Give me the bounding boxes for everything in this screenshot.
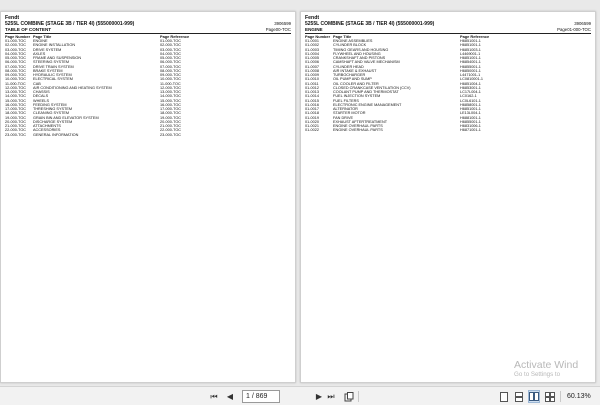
document-title: 5255L COMBINE (STAGE 3B / TIER 4I) (555000001-999) bbox=[305, 21, 435, 27]
two-page-continuous-button[interactable] bbox=[544, 390, 555, 403]
page-number-cell: 01-0009 bbox=[305, 73, 319, 77]
page-title-cell: ACCESSORIES bbox=[33, 128, 61, 133]
page-reference-cell: H6881001-1 bbox=[460, 115, 481, 120]
page-reference-cell: 03-000-TOC bbox=[160, 47, 182, 52]
page-reference-cell: 15-000-TOC bbox=[160, 98, 182, 103]
column-header: Page Title bbox=[33, 34, 52, 39]
page-title-cell: AXLES bbox=[33, 51, 46, 56]
column-header: Page Number bbox=[305, 34, 331, 39]
column-header: Page Reference bbox=[460, 34, 490, 39]
page-title-cell: DRIVE TRAIN SYSTEM bbox=[33, 64, 74, 69]
page-title-cell: OIL PUMP AND SUMP bbox=[333, 77, 372, 82]
page-reference-cell: 16-000-TOC bbox=[160, 102, 182, 107]
page-title-cell: DRIVE SYSTEM bbox=[33, 47, 62, 52]
page-title-cell: ENGINE INSTALLATION bbox=[33, 43, 76, 48]
page-title-cell: TURBOCHARGER bbox=[333, 73, 366, 77]
page-reference-cell: 04-000-TOC bbox=[160, 51, 182, 56]
previous-page-icon: ◀ bbox=[226, 392, 234, 401]
single-page-view-button[interactable] bbox=[498, 390, 509, 403]
page-number-cell: 01-000-TOC bbox=[5, 39, 27, 43]
page-title-cell: EXHAUST AFTERTREATMENT bbox=[333, 119, 388, 124]
table-row bbox=[305, 128, 575, 132]
toolbar-divider bbox=[560, 391, 561, 402]
page-title-cell: CAB bbox=[33, 81, 41, 86]
page-identifier: Page01-000-TOC bbox=[557, 27, 591, 32]
page-title-cell: ENGINE ASSEMBLIES bbox=[333, 39, 373, 43]
page-number-cell: 01-0014 bbox=[305, 94, 319, 99]
page-number-cell: 01-0015 bbox=[305, 98, 319, 103]
first-page-icon: ⏮ bbox=[210, 391, 218, 401]
document-number: 3906599 bbox=[274, 21, 291, 26]
page-number-cell: 09-000-TOC bbox=[5, 73, 27, 77]
continuous-view-button[interactable] bbox=[513, 390, 524, 403]
page-reference-cell: 22-000-TOC bbox=[160, 128, 182, 133]
page-title-cell: ALTERNATOR bbox=[333, 107, 358, 111]
two-page-view-button[interactable] bbox=[528, 390, 540, 403]
page-reference-cell: LE13L004-1 bbox=[460, 111, 481, 116]
page-number-cell: 01-0007 bbox=[305, 64, 319, 69]
page-reference-cell: LC17L004-1 bbox=[460, 90, 481, 94]
page-reference-cell: 19-000-TOC bbox=[160, 115, 182, 120]
document-number: 3906599 bbox=[574, 21, 591, 26]
page-reference-cell: 01-000-TOC bbox=[160, 39, 182, 43]
page-title-cell: ENGINE OVERHAUL PARTS bbox=[333, 124, 383, 128]
column-header: Page Number bbox=[5, 34, 31, 39]
page-number-cell: 01-0012 bbox=[305, 85, 319, 90]
page-title-cell: FEEDING SYSTEM bbox=[33, 102, 67, 107]
page-number-cell: 01-0006 bbox=[305, 60, 319, 65]
page-title-cell: CRANKSHAFT AND PISTONS bbox=[333, 56, 386, 60]
page-number-cell: 08-000-TOC bbox=[5, 68, 27, 73]
page-reference-cell: H6855001-1 bbox=[460, 64, 481, 69]
page-reference-cell: 09-000-TOC bbox=[160, 73, 182, 77]
page-title-cell: CLOSED CRANKCASE VENTILATION (CCV) bbox=[333, 85, 411, 90]
page-title-cell: ENGINE OVERHAUL PARTS bbox=[333, 128, 383, 133]
page-reference-cell: 20-000-TOC bbox=[160, 119, 182, 124]
next-page-button[interactable] bbox=[314, 390, 324, 403]
page-number-cell: 22-000-TOC bbox=[5, 128, 27, 133]
page-number-cell: 23-000-TOC bbox=[5, 132, 27, 137]
page-title-cell: ELECTRONIC ENGINE MANAGEMENT bbox=[333, 102, 402, 107]
page-reference-cell: H6831006-1 bbox=[460, 124, 481, 128]
continuous-page-icon bbox=[515, 392, 523, 402]
page-title-cell: THRESHING SYSTEM bbox=[33, 107, 73, 111]
page-number-cell: 02-000-TOC bbox=[5, 43, 27, 48]
next-page-icon: ▶ bbox=[315, 392, 323, 401]
page-number-cell: 01-0008 bbox=[305, 68, 319, 73]
page-title-cell: FUEL FILTERS bbox=[333, 98, 359, 103]
page-title-cell: ATTACHMENTS bbox=[33, 124, 61, 128]
page-reference-cell: 23-000-TOC bbox=[160, 132, 182, 137]
page-number-cell: 01-0010 bbox=[305, 77, 319, 82]
viewer-toolbar bbox=[0, 386, 600, 405]
page-reference-cell: H6871001-1 bbox=[460, 128, 481, 133]
page-title-cell: FRAME AND SUSPENSION bbox=[33, 56, 82, 60]
page-title-cell: GRAIN BIN AND ELEVATOR SYSTEM bbox=[33, 115, 99, 120]
page-reference-cell: H6851004-1 bbox=[460, 81, 481, 86]
watermark-title: Activate Wind bbox=[514, 359, 579, 371]
previous-page-button[interactable] bbox=[225, 390, 235, 403]
page-number-cell: 15-000-TOC bbox=[5, 98, 27, 103]
header-rule bbox=[305, 33, 591, 34]
watermark-subtitle: Go to Settings to bbox=[514, 371, 561, 378]
toolbar-divider bbox=[358, 391, 359, 402]
page-title-cell: DISCHARGE SYSTEM bbox=[33, 119, 73, 124]
brand-name: Fendt bbox=[305, 15, 320, 21]
page-reference-cell: 10-000-TOC bbox=[160, 77, 182, 82]
page-reference-cell: H6851001-1 bbox=[460, 39, 481, 43]
page-title-cell: CLEANING SYSTEM bbox=[33, 111, 70, 116]
page-reference-cell: 06-000-TOC bbox=[160, 60, 182, 65]
page-number-cell: 01-0011 bbox=[305, 81, 319, 86]
page-title-cell: STARTER MOTOR bbox=[333, 111, 366, 116]
single-page-icon bbox=[500, 392, 508, 402]
page-number-cell: 18-000-TOC bbox=[5, 111, 27, 116]
page-number-cell: 01-0017 bbox=[305, 107, 319, 111]
page-reference-cell: LC0L6101-1 bbox=[460, 98, 481, 103]
document-title: 5255L COMBINE (STAGE 3B / TIER 4I) (555000001-999) bbox=[5, 21, 135, 27]
page-number-cell: 01-0016 bbox=[305, 102, 319, 107]
page-number-cell: 11-000-TOC bbox=[5, 81, 26, 86]
page-number-cell: 13-000-TOC bbox=[5, 90, 27, 94]
page-title-cell: COOLANT PUMP AND THERMOSTAT bbox=[333, 90, 399, 94]
page-title-cell: CYLINDER HEAD bbox=[333, 64, 364, 69]
rotate-icon bbox=[344, 392, 354, 402]
page-number-cell: 01-0005 bbox=[305, 56, 319, 60]
page-number-cell: 01-0001 bbox=[305, 39, 319, 43]
page-reference-cell: H6851001-1 bbox=[460, 107, 481, 111]
page-reference-cell: 12-000-TOC bbox=[160, 85, 182, 90]
page-reference-cell: 05-000-TOC bbox=[160, 56, 182, 60]
page-reference-cell: 13-000-TOC bbox=[160, 90, 182, 94]
page-reference-cell: L4471001-1 bbox=[460, 73, 481, 77]
page-number-cell: 01-0018 bbox=[305, 111, 319, 116]
page-title-cell: OIL COOLER AND FILTER bbox=[333, 81, 379, 86]
rotate-button[interactable] bbox=[343, 390, 355, 403]
page-reference-cell: 14-000-TOC bbox=[160, 94, 182, 99]
section-title: ENGINE bbox=[305, 27, 323, 32]
page-number-cell: 19-000-TOC bbox=[5, 115, 27, 120]
page-number-cell: 21-000-TOC bbox=[5, 124, 27, 128]
page-number-cell: 14-000-TOC bbox=[5, 94, 27, 99]
page-title-cell: GENERAL INFORMATION bbox=[33, 132, 79, 137]
page-title-cell: FAN DRIVE bbox=[333, 115, 354, 120]
page-title-cell: CHASSIS bbox=[33, 90, 50, 94]
page-number-cell: 03-000-TOC bbox=[5, 47, 27, 52]
page-number-cell: 05-000-TOC bbox=[5, 56, 27, 60]
page-reference-cell: 08-000-TOC bbox=[160, 68, 182, 73]
page-number-cell: 10-000-TOC bbox=[5, 77, 27, 82]
page-number-input[interactable]: 1 / 869 bbox=[242, 390, 280, 403]
pdf-page-right bbox=[300, 11, 596, 383]
two-page-continuous-icon bbox=[545, 392, 555, 402]
activation-watermark bbox=[514, 359, 594, 378]
page-title-cell: BRAKE SYSTEM bbox=[33, 68, 63, 73]
first-page-button[interactable] bbox=[209, 390, 219, 403]
page-number-cell: 12-000-TOC bbox=[5, 85, 27, 90]
table-row bbox=[5, 133, 275, 137]
page-reference-cell: H6854001-1 bbox=[460, 60, 481, 65]
page-title-cell: WHEELS bbox=[33, 98, 50, 103]
page-title-cell: ENGINE bbox=[33, 39, 48, 43]
page-title-cell: FUEL INJECTION SYSTEM bbox=[333, 94, 381, 99]
column-header: Page Reference bbox=[160, 34, 190, 39]
page-number-cell: 01-0021 bbox=[305, 124, 319, 128]
page-reference-cell: H6851003-1 bbox=[460, 47, 481, 52]
page-number-cell: 01-0022 bbox=[305, 128, 319, 133]
page-reference-cell: 21-000-TOC bbox=[160, 124, 182, 128]
page-reference-cell: 11-000-TOC bbox=[160, 81, 181, 86]
brand-name: Fendt bbox=[5, 15, 20, 21]
parts-index-table bbox=[305, 34, 575, 133]
zoom-level[interactable]: 60.13% bbox=[567, 393, 591, 400]
page-reference-cell: 18-000-TOC bbox=[160, 111, 182, 116]
last-page-button[interactable] bbox=[326, 390, 336, 403]
page-title-cell: CYLINDER BLOCK bbox=[333, 43, 367, 48]
page-number-cell: 01-0020 bbox=[305, 119, 319, 124]
pdf-page-left bbox=[0, 11, 296, 383]
page-number-cell: 16-000-TOC bbox=[5, 102, 27, 107]
page-reference-cell: L4469001-1 bbox=[460, 51, 481, 56]
page-title-cell: STEERING SYSTEM bbox=[33, 60, 70, 65]
page-number-cell: 01-0004 bbox=[305, 51, 319, 56]
page-number-cell: 01-0013 bbox=[305, 90, 319, 94]
page-reference-cell: H6851001-1 bbox=[460, 43, 481, 48]
last-page-icon: ⏭ bbox=[327, 391, 335, 401]
page-number-cell: 04-000-TOC bbox=[5, 51, 27, 56]
page-reference-cell: H6853001-1 bbox=[460, 85, 481, 90]
page-title-cell: DECALS bbox=[33, 94, 49, 99]
page-reference-cell: H6850001-1 bbox=[460, 68, 481, 73]
page-title-cell: AIR INTAKE & EXHAUST bbox=[333, 68, 377, 73]
page-title-cell: HYDRAULIC SYSTEM bbox=[33, 73, 72, 77]
page-title-cell: FLYWHEEL AND HOUSING bbox=[333, 51, 381, 56]
header-rule bbox=[5, 33, 291, 34]
page-reference-cell: 17-000-TOC bbox=[160, 107, 182, 111]
page-reference-cell: LC0162-1 bbox=[460, 94, 477, 99]
page-reference-cell: H6858001-1 bbox=[460, 102, 481, 107]
page-number-cell: 20-000-TOC bbox=[5, 119, 27, 124]
section-title: TABLE OF CONTENT bbox=[5, 27, 52, 32]
page-number-cell: 01-0003 bbox=[305, 47, 319, 52]
page-reference-cell: H6851001-1 bbox=[460, 56, 481, 60]
page-title-cell: TIMING GEARS AND HOUSING bbox=[333, 47, 389, 52]
page-title-cell: CAMSHAFT AND VALVE MECHANISM bbox=[333, 60, 400, 65]
page-number-cell: 01-0019 bbox=[305, 115, 319, 120]
page-number-cell: 07-000-TOC bbox=[5, 64, 27, 69]
page-reference-cell: H6855001-1 bbox=[460, 119, 481, 124]
page-number-cell: 06-000-TOC bbox=[5, 60, 27, 65]
page-reference-cell: 07-000-TOC bbox=[160, 64, 182, 69]
page-reference-cell: 02-000-TOC bbox=[160, 43, 182, 48]
page-number-cell: 17-000-TOC bbox=[5, 107, 27, 111]
page-identifier: Page00-TOC bbox=[265, 27, 291, 32]
page-reference-cell: LC0810001-1 bbox=[460, 77, 484, 82]
two-page-icon bbox=[529, 392, 539, 401]
toc-table bbox=[5, 34, 275, 137]
page-number-cell: 01-0002 bbox=[305, 43, 319, 48]
column-header: Page Title bbox=[333, 34, 352, 39]
page-title-cell: ELECTRICAL SYSTEM bbox=[33, 77, 73, 82]
page-title-cell: AIR CONDITIONING AND HEATING SYSTEM bbox=[33, 85, 112, 90]
